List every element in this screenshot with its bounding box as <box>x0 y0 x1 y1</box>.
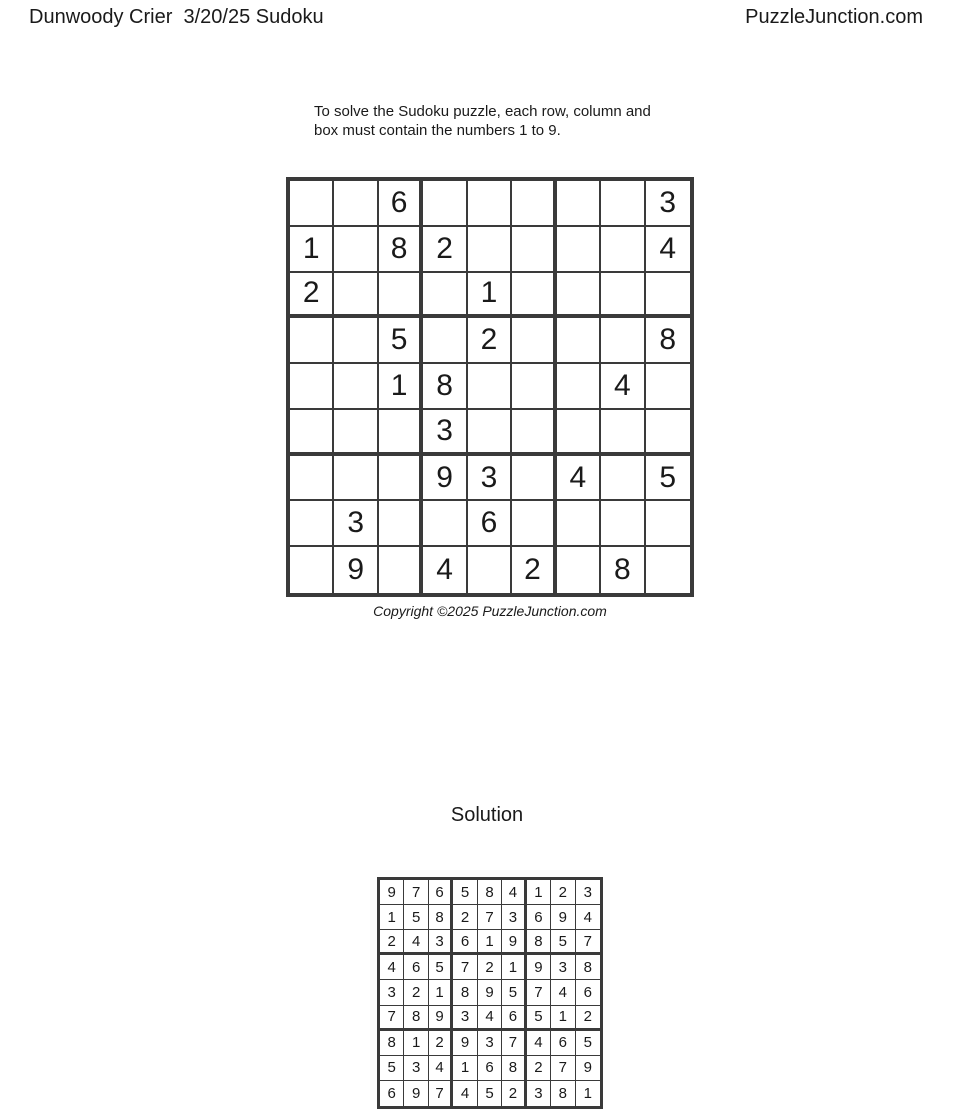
puzzle-cell <box>468 410 512 456</box>
puzzle-cell <box>646 273 690 319</box>
puzzle-cell: 3 <box>468 456 512 502</box>
solution-cell: 5 <box>551 930 575 955</box>
puzzle-cell <box>423 501 467 547</box>
solution-cell: 1 <box>527 880 551 905</box>
puzzle-cell <box>601 318 645 364</box>
puzzle-cell <box>423 273 467 319</box>
puzzle-cell <box>512 227 556 273</box>
solution-cell: 8 <box>429 905 453 930</box>
puzzle-cell <box>423 318 467 364</box>
puzzle-grid <box>286 177 694 597</box>
solution-cell: 7 <box>527 980 551 1005</box>
puzzle-cell <box>512 318 556 364</box>
solution-cell: 4 <box>380 955 404 980</box>
puzzle-cell <box>557 318 601 364</box>
solution-cell: 6 <box>502 1006 526 1031</box>
puzzle-cell <box>557 364 601 410</box>
puzzle-cell <box>512 410 556 456</box>
puzzle-cell: 1 <box>379 364 423 410</box>
puzzle-cell <box>601 227 645 273</box>
puzzle-cell: 3 <box>646 181 690 227</box>
puzzle-cell: 1 <box>290 227 334 273</box>
solution-cell: 4 <box>502 880 526 905</box>
solution-title: Solution <box>450 804 524 826</box>
solution-cell: 7 <box>429 1081 453 1106</box>
puzzle-cell <box>290 410 334 456</box>
solution-cell: 5 <box>429 955 453 980</box>
solution-cell: 6 <box>478 1056 502 1081</box>
puzzle-cell: 8 <box>379 227 423 273</box>
puzzle-cell: 4 <box>646 227 690 273</box>
puzzle-cell: 8 <box>423 364 467 410</box>
puzzle-cell: 2 <box>290 273 334 319</box>
puzzle-cell: 4 <box>423 547 467 593</box>
solution-cell: 3 <box>478 1031 502 1056</box>
solution-cell: 7 <box>380 1006 404 1031</box>
puzzle-cell <box>512 456 556 502</box>
solution-cell: 8 <box>576 955 600 980</box>
copyright-notice: Copyright ©2025 PuzzleJunction.com <box>373 603 607 619</box>
puzzle-cell <box>423 181 467 227</box>
puzzle-cell <box>379 547 423 593</box>
solution-cell: 3 <box>404 1056 428 1081</box>
solution-cell: 4 <box>551 980 575 1005</box>
solution-cell: 3 <box>527 1081 551 1106</box>
puzzle-cell <box>557 227 601 273</box>
puzzle-cell: 8 <box>646 318 690 364</box>
solution-cell: 9 <box>551 905 575 930</box>
puzzle-cell <box>557 410 601 456</box>
solution-cell: 4 <box>478 1006 502 1031</box>
puzzle-cell: 3 <box>423 410 467 456</box>
solution-cell: 1 <box>502 955 526 980</box>
solution-cell: 6 <box>527 905 551 930</box>
puzzle-cell <box>290 318 334 364</box>
puzzle-cell <box>646 364 690 410</box>
puzzle-cell <box>290 547 334 593</box>
solution-cell: 7 <box>502 1031 526 1056</box>
puzzle-cell <box>334 456 378 502</box>
puzzle-cell <box>557 181 601 227</box>
solution-cell: 6 <box>551 1031 575 1056</box>
solution-cell: 1 <box>429 980 453 1005</box>
solution-cell: 9 <box>404 1081 428 1106</box>
solution-cell: 4 <box>429 1056 453 1081</box>
puzzle-cell <box>379 456 423 502</box>
solution-cell: 5 <box>527 1006 551 1031</box>
puzzle-cell <box>334 318 378 364</box>
solution-cell: 2 <box>478 955 502 980</box>
solution-cell: 2 <box>502 1081 526 1106</box>
solution-cell: 4 <box>404 930 428 955</box>
solution-cell: 2 <box>576 1006 600 1031</box>
solution-cell: 3 <box>453 1006 477 1031</box>
puzzle-cell: 9 <box>334 547 378 593</box>
solution-cell: 9 <box>429 1006 453 1031</box>
solution-cell: 5 <box>404 905 428 930</box>
solution-cell: 7 <box>404 880 428 905</box>
solution-cell: 5 <box>478 1081 502 1106</box>
puzzle-cell <box>512 501 556 547</box>
solution-cell: 7 <box>576 930 600 955</box>
puzzle-cell <box>334 227 378 273</box>
puzzle-cell <box>468 364 512 410</box>
puzzle-cell <box>334 181 378 227</box>
puzzle-cell <box>334 410 378 456</box>
puzzle-cell: 2 <box>423 227 467 273</box>
solution-cell: 3 <box>502 905 526 930</box>
puzzle-cell: 8 <box>601 547 645 593</box>
solution-cell: 2 <box>453 905 477 930</box>
solution-cell: 2 <box>380 930 404 955</box>
puzzle-cell <box>334 273 378 319</box>
puzzle-cell <box>512 273 556 319</box>
puzzle-cell: 4 <box>557 456 601 502</box>
solution-cell: 1 <box>478 930 502 955</box>
puzzle-cell: 5 <box>379 318 423 364</box>
solution-cell: 3 <box>380 980 404 1005</box>
solution-cell: 7 <box>551 1056 575 1081</box>
solution-cell: 8 <box>453 980 477 1005</box>
puzzle-cell <box>468 181 512 227</box>
puzzle-cell: 1 <box>468 273 512 319</box>
puzzle-cell <box>468 227 512 273</box>
solution-cell: 1 <box>551 1006 575 1031</box>
puzzle-cell: 3 <box>334 501 378 547</box>
puzzle-cell <box>334 364 378 410</box>
solution-cell: 5 <box>453 880 477 905</box>
solution-cell: 9 <box>576 1056 600 1081</box>
solution-cell: 2 <box>404 980 428 1005</box>
solution-cell: 9 <box>527 955 551 980</box>
puzzle-cell: 2 <box>468 318 512 364</box>
solution-cell: 5 <box>380 1056 404 1081</box>
puzzle-cell <box>512 181 556 227</box>
puzzle-cell <box>290 364 334 410</box>
puzzle-cell <box>379 501 423 547</box>
solution-cell: 6 <box>404 955 428 980</box>
solution-cell: 7 <box>478 905 502 930</box>
puzzle-cell <box>601 410 645 456</box>
puzzle-cell: 6 <box>468 501 512 547</box>
solution-cell: 8 <box>551 1081 575 1106</box>
solution-cell: 7 <box>453 955 477 980</box>
puzzle-cell <box>646 547 690 593</box>
solution-cell: 5 <box>576 1031 600 1056</box>
puzzle-cell: 2 <box>512 547 556 593</box>
puzzle-cell: 6 <box>379 181 423 227</box>
solution-grid <box>377 877 603 1109</box>
solution-cell: 1 <box>404 1031 428 1056</box>
puzzle-cell <box>290 501 334 547</box>
solution-cell: 8 <box>502 1056 526 1081</box>
solution-cell: 8 <box>380 1031 404 1056</box>
puzzle-cell <box>557 547 601 593</box>
solution-cell: 4 <box>527 1031 551 1056</box>
solution-cell: 2 <box>527 1056 551 1081</box>
solution-cell: 9 <box>502 930 526 955</box>
puzzle-cell <box>557 501 601 547</box>
puzzle-cell <box>646 410 690 456</box>
instructions-line: box must contain the numbers 1 to 9. <box>314 122 561 139</box>
puzzle-cell <box>379 410 423 456</box>
solution-cell: 4 <box>453 1081 477 1106</box>
solution-cell: 6 <box>380 1081 404 1106</box>
puzzle-cell <box>512 364 556 410</box>
puzzle-cell <box>601 501 645 547</box>
solution-cell: 9 <box>380 880 404 905</box>
solution-cell: 1 <box>583 1084 592 1102</box>
solution-cell: 1 <box>380 905 404 930</box>
solution-cell: 2 <box>551 880 575 905</box>
puzzle-cell <box>646 501 690 547</box>
puzzle-cell <box>290 456 334 502</box>
solution-cell: 9 <box>478 980 502 1005</box>
solution-cell: 3 <box>576 880 600 905</box>
puzzle-cell: 9 <box>423 456 467 502</box>
solution-cell: 1 <box>453 1056 477 1081</box>
puzzle-cell: 5 <box>646 456 690 502</box>
solution-cell: 3 <box>429 930 453 955</box>
solution-cell: 8 <box>404 1006 428 1031</box>
solution-cell: 2 <box>429 1031 453 1056</box>
site-name: PuzzleJunction.com <box>745 6 923 28</box>
puzzle-cell <box>601 273 645 319</box>
puzzle-cell <box>290 181 334 227</box>
solution-cell: 3 <box>551 955 575 980</box>
puzzle-cell <box>468 547 512 593</box>
solution-cell: 6 <box>453 930 477 955</box>
page-title: Dunwoody Crier 3/20/25 Sudoku <box>29 6 324 28</box>
solution-cell: 8 <box>527 930 551 955</box>
solution-cell: 4 <box>576 905 600 930</box>
puzzle-cell: 4 <box>601 364 645 410</box>
instructions <box>314 102 694 140</box>
puzzle-cell <box>379 273 423 319</box>
puzzle-cell <box>601 456 645 502</box>
solution-cell: 5 <box>502 980 526 1005</box>
puzzle-cell <box>557 273 601 319</box>
solution-cell: 8 <box>478 880 502 905</box>
solution-cell: 6 <box>429 880 453 905</box>
puzzle-cell <box>601 181 645 227</box>
solution-cell: 9 <box>453 1031 477 1056</box>
solution-cell: 6 <box>576 980 600 1005</box>
instructions-line: To solve the Sudoku puzzle, each row, column and <box>314 103 651 120</box>
